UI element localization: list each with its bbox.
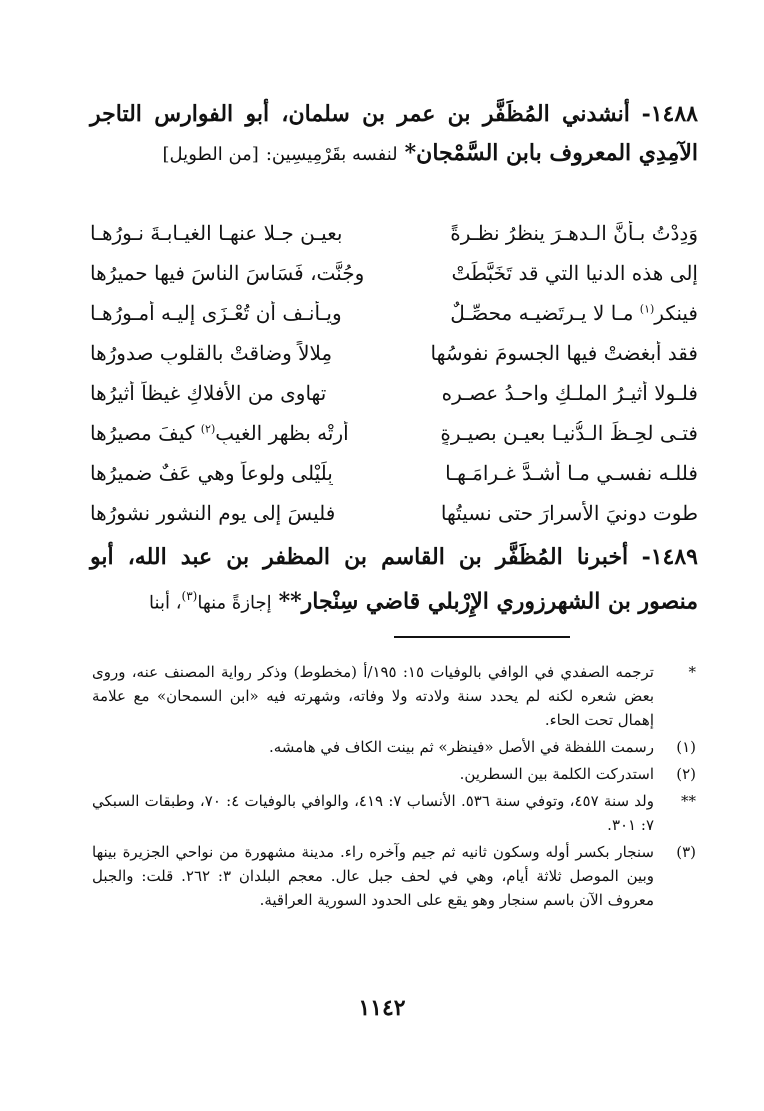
footnote-ref: (٢) — [200, 422, 216, 436]
footnote-text: سنجار بكسر أوله وسكون ثانيه ثم جيم وآخره راء. مدينة مشهورة من نواحي الجزيرة بينها وبين الموصل ثلاثة أيام، وهي في لحف جبل عال. معجم البلدان ٣: ٢٦٢. قلت: والجبل معروف الآن باسم سنجار وهو يقع على الحدود السورية العراقية. — [92, 843, 654, 909]
entry-1488 — [90, 95, 698, 174]
verse-text: أرتْه بظهرِ الغيبِ — [215, 421, 349, 445]
verse — [90, 213, 698, 253]
verse-second-hemistich: مِلالاً وضاقتْ بالقلوبِ صدورُها — [90, 341, 333, 365]
poem — [90, 213, 698, 533]
entry-rest: لنفسه بقَرْمِيسِين: — [265, 144, 398, 165]
verse-first-hemistich: طوت دونيَ الأسرارَ حتى نسيتُها — [440, 501, 698, 525]
verse-second-hemistich: ويـأنـف أن تُعْـزَى إليـه أمـورُهـا — [90, 301, 342, 325]
footnote-ref: (١) — [639, 302, 655, 316]
verse — [90, 333, 698, 373]
verse-text: فينكر — [654, 301, 698, 325]
verse-second-hemistich: بِلَيْلى ولوعاً وهي عَفٌ ضميرُها — [90, 461, 333, 485]
footnote-text: استدركت الكلمة بين السطرين. — [459, 765, 654, 783]
verse-second-hemistich: فليسَ إلى يوم النشورِ نشورُها — [90, 501, 336, 525]
verse — [90, 493, 698, 533]
verse — [90, 253, 698, 293]
footnote-text: ولد سنة ٤٥٧، وتوفي سنة ٥٣٦. الأنساب ٧: ٤١٩، والوافي بالوفيات ٤: ٧٠، وطبقات السبكي ٧: ٣٠١. — [92, 792, 654, 834]
entry-lead: أنشدني المُظَفَّر بن عمر بن سلمان، أبو الفوارس التاجر الآمِدِي المعروف بابن السَّمْجان* — [90, 101, 698, 166]
verse — [90, 453, 698, 493]
footnote — [92, 789, 696, 837]
footnote-mark: * — [688, 663, 696, 681]
verse-first-hemistich: فتـى لحِـظَ الـدُّنيـا بعيـنٍ بصيـرةٍ — [440, 421, 698, 445]
footnote-text: رسمت اللفظة في الأصل «فينظر» ثم بينت الكاف في هامشه. — [268, 738, 654, 756]
meter-label: [من الطويل] — [162, 144, 259, 165]
footnote — [92, 735, 696, 759]
verse-second-hemistich: بعيـنِ جـلا عنهـا الغيـابـةَ نـورُهـا — [90, 221, 343, 245]
footnotes — [92, 660, 696, 915]
footnote — [92, 840, 696, 912]
verse — [90, 373, 698, 413]
verse-text: كيفَ مصيرُها — [90, 421, 201, 445]
entry-tail: ، أبنا — [149, 592, 182, 614]
verse-first-hemistich: إلى هذه الدنيا التي قد تَخَبَّطَتْ — [451, 261, 698, 285]
footnote — [92, 762, 696, 786]
footnote-mark: (١) — [676, 738, 696, 756]
verse-first-hemistich — [400, 301, 698, 325]
footnote-separator — [394, 636, 570, 638]
footnote-mark: (٣) — [676, 843, 696, 861]
footnote — [92, 660, 696, 732]
entry-lead: أخبرنا المُظَفَّر بن القاسم بن المظفر بن عبد الله، أبو منصور بن الشهرزوري الإِرْبلي قاضي سِنْجار** — [90, 544, 698, 615]
footnote-text: ترجمه الصفدي في الوافي بالوفيات ١٥: ١٩٥/أ (مخطوط) وذكر رواية المصنف عنه، وروى بعض شعره لكنه لم يحدد سنة ولادته ولا وفاته، وشهرته فيه «ابن السمحان» مع علامة إهمال تحت الحاء. — [92, 663, 654, 729]
verse-first-hemistich: فقد أبغضتْ فيها الجسومَ نفوسُها — [430, 341, 698, 365]
verse — [90, 293, 698, 333]
verse-second-hemistich — [90, 421, 388, 445]
verse — [90, 413, 698, 453]
verse-first-hemistich: فللـه نفسـي مـا أشـدَّ غـرامَـهـا — [445, 461, 698, 485]
page-number: ١١٤٢ — [358, 995, 406, 1021]
verse-second-hemistich: وجُنَّت، فَسَاسَ الناسَ فيها حميرُها — [90, 261, 365, 285]
verse-second-hemistich: تهاوى من الأفلاكِ غيظاً أثيرُها — [90, 381, 327, 405]
footnote-ref: (٣) — [181, 589, 198, 603]
verse-first-hemistich: وَدِدْتُ بـأنَّ الـدهـرَ ينظرُ نظـرةً — [450, 221, 698, 245]
footnote-mark: (٢) — [676, 765, 696, 783]
entry-number: ١٤٨٨- — [641, 101, 698, 127]
entry-number: ١٤٨٩- — [641, 544, 698, 570]
entry-rest: إجازةً منها — [197, 592, 272, 614]
entry-1489 — [90, 538, 698, 622]
verse-text: مـا لا يـرتَضيـه محصِّـلٌ — [450, 301, 640, 325]
verse-first-hemistich: فلـولا أثيـرُ الملـكِ واحـدُ عصـرِه — [441, 381, 698, 405]
footnote-mark: ** — [681, 792, 696, 810]
